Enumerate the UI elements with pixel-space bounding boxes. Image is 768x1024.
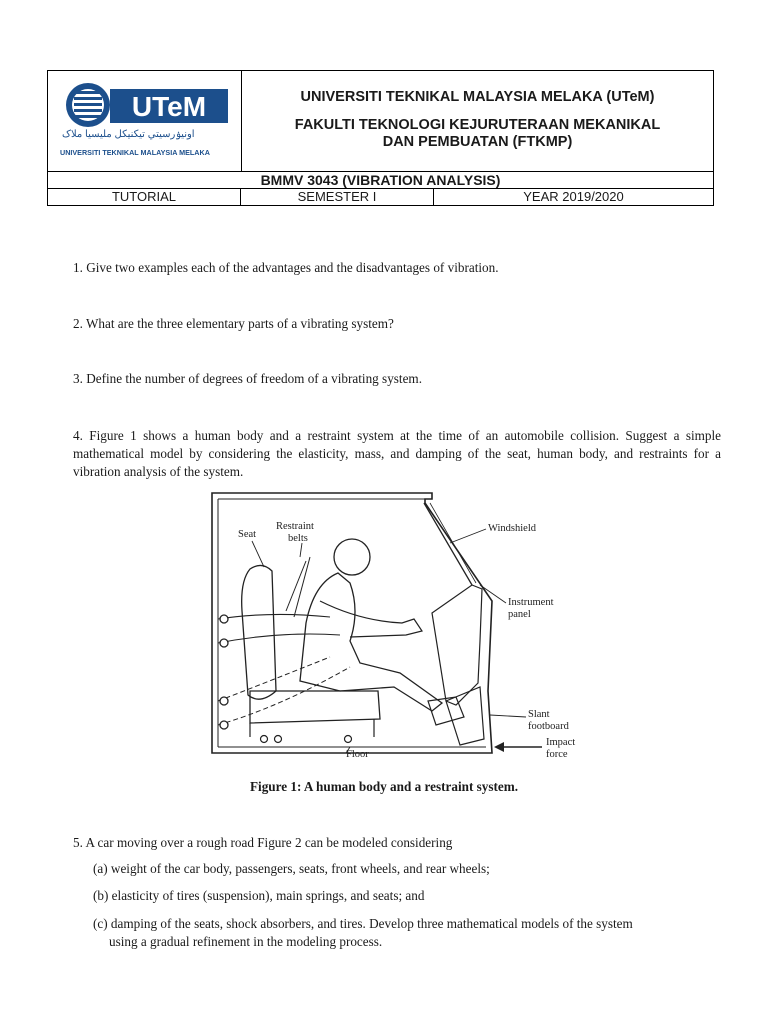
university-name: UNIVERSITI TEKNIKAL MALAYSIA MELAKA (UTeM): [300, 89, 655, 105]
utem-logo-icon: [48, 71, 240, 171]
label-restraint-1: Restraint: [276, 521, 314, 532]
institution-title: [242, 71, 713, 171]
svg-text:اونيۏرسيتي تيکنيکل مليسيا ملاک: اونيۏرسيتي تيکنيکل مليسيا ملاک: [62, 129, 195, 140]
question-5c: [93, 915, 723, 951]
semester: SEMESTER I: [241, 189, 434, 205]
label-windshield: Windshield: [488, 523, 536, 534]
label-instrument-1: Instrument: [508, 597, 554, 608]
label-floor: Floor: [346, 749, 369, 760]
figure-1-caption: Figure 1: A human body and a restraint system.: [249, 779, 519, 794]
utem-logo: [48, 71, 242, 171]
question-5a: (a) weight of the car body, passengers, seats, front wheels, and rear wheels;: [93, 861, 490, 876]
label-restraint-2: belts: [288, 533, 308, 544]
question-3: 3. Define the number of degrees of freedom of a vibrating system.: [73, 371, 422, 386]
faculty-name-line2: DAN PEMBUATAN (FTKMP): [382, 134, 573, 150]
label-instrument-2: panel: [508, 609, 531, 620]
question-5c-line2: using a gradual refinement in the modeling process.: [109, 934, 383, 949]
figure-1-illustration: [210, 491, 590, 771]
course-title: BMMV 3043 (VIBRATION ANALYSIS): [48, 172, 713, 189]
label-slant-1: Slant: [528, 709, 550, 720]
label-impact-1: Impact: [546, 737, 576, 748]
academic-year: YEAR 2019/2020: [523, 189, 624, 204]
question-5: 5. A car moving over a rough road Figure 2 can be modeled considering: [73, 835, 453, 850]
question-4: 4. Figure 1 shows a human body and a restraint system at the time of an automobile collision. Suggest a simple mathematical model by considering the elasticity, mass, and damping of the seat, human body, and restraints for a vibration analysis of the system.: [73, 428, 721, 479]
label-impact-2: force: [546, 749, 568, 760]
question-1: 1. Give two examples each of the advantages and the disadvantages of vibration.: [73, 260, 499, 275]
label-seat: Seat: [238, 529, 257, 540]
document-header: [47, 70, 714, 206]
document-type: TUTORIAL: [48, 189, 241, 205]
question-5b: (b) elasticity of tires (suspension), main springs, and seats; and: [93, 888, 425, 903]
question-5c-line1: (c) damping of the seats, shock absorbers, and tires. Develop three mathematical models of the system: [93, 916, 633, 931]
faculty-name-line1: FAKULTI TEKNOLOGI KEJURUTERAAN MEKANIKAL: [294, 117, 661, 133]
svg-text:UTeM: UTeM: [131, 91, 207, 122]
label-slant-2: footboard: [528, 721, 569, 732]
question-2: 2. What are the three elementary parts of a vibrating system?: [73, 316, 394, 331]
svg-text:UNIVERSITI TEKNIKAL MALAYSIA M: UNIVERSITI TEKNIKAL MALAYSIA MELAKA: [60, 148, 210, 157]
